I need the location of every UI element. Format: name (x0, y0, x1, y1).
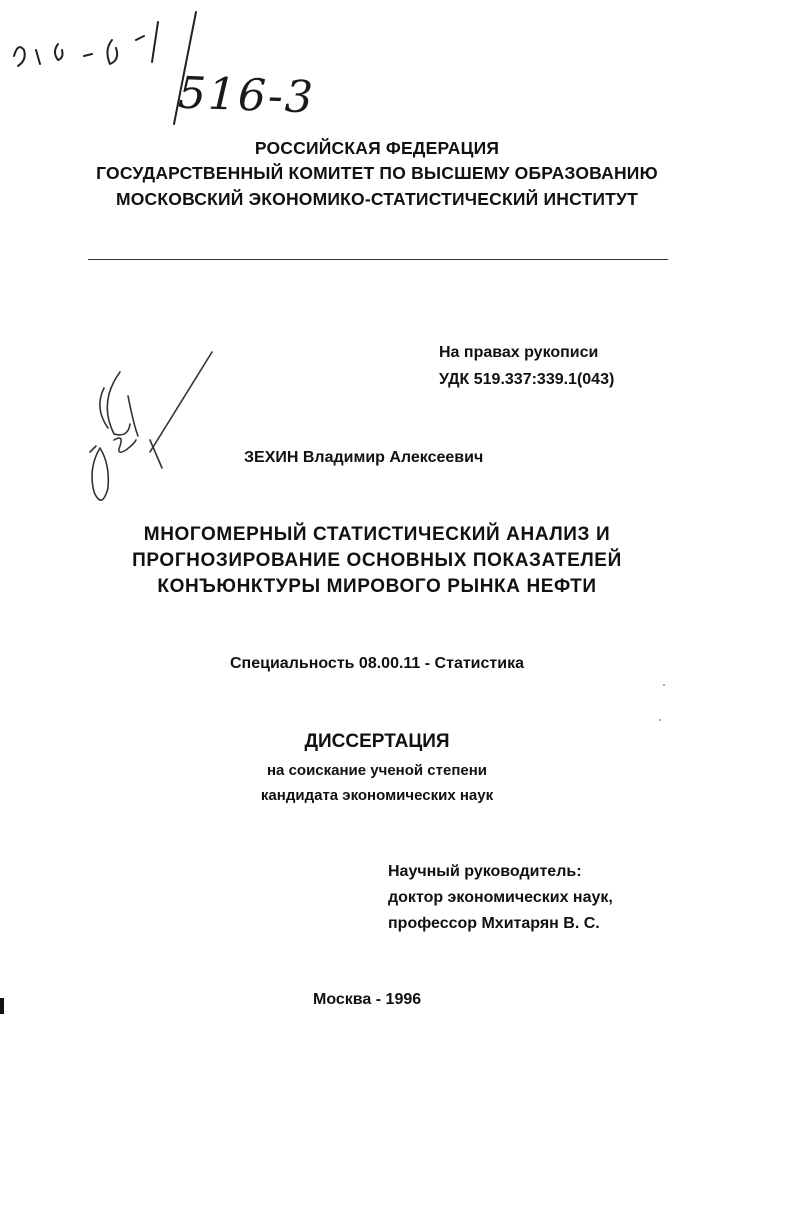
scribble-mark (14, 47, 25, 66)
header-divider (88, 259, 668, 260)
place-year: Москва - 1996 (313, 991, 422, 1008)
archive-note: 516-3 (177, 67, 316, 124)
specialty: Специальность 08.00.11 - Статистика (230, 655, 524, 672)
thesis-title-line-1: МНОГОМЕРНЫЙ СТАТИСТИЧЕСКИЙ АНАЛИЗ И (143, 524, 611, 545)
degree-line-2: кандидата экономических наук (260, 787, 494, 804)
supervisor-degree: доктор экономических наук, (388, 889, 613, 906)
supervisor-label: Научный руководитель: (388, 863, 582, 880)
header-country: РОССИЙСКАЯ ФЕДЕРАЦИЯ (254, 138, 500, 158)
header-institute: МОСКОВСКИЙ ЭКОНОМИКО-СТАТИСТИЧЕСКИЙ ИНСТИТУТ (115, 189, 639, 209)
supervisor-name: профессор Мхитарян В. С. (388, 915, 600, 932)
dissertation-heading: ДИССЕРТАЦИЯ (304, 731, 450, 752)
thesis-title-line-3: КОНЪЮНКТУРЫ МИРОВОГО РЫНКА НЕФТИ (157, 576, 597, 597)
author-name: ЗЕХИН Владимир Алексеевич (244, 449, 484, 466)
header-committee: ГОСУДАРСТВЕННЫЙ КОМИТЕТ ПО ВЫСШЕМУ ОБРАЗОВАНИЮ (96, 163, 658, 183)
udc-code: УДК 519.337:339.1(043) (439, 371, 615, 388)
thesis-title-line-2: ПРОГНОЗИРОВАНИЕ ОСНОВНЫХ ПОКАЗАТЕЛЕЙ (132, 550, 622, 571)
manuscript-rights: На правах рукописи (439, 344, 599, 361)
degree-line-1: на соискание ученой степени (267, 762, 487, 779)
